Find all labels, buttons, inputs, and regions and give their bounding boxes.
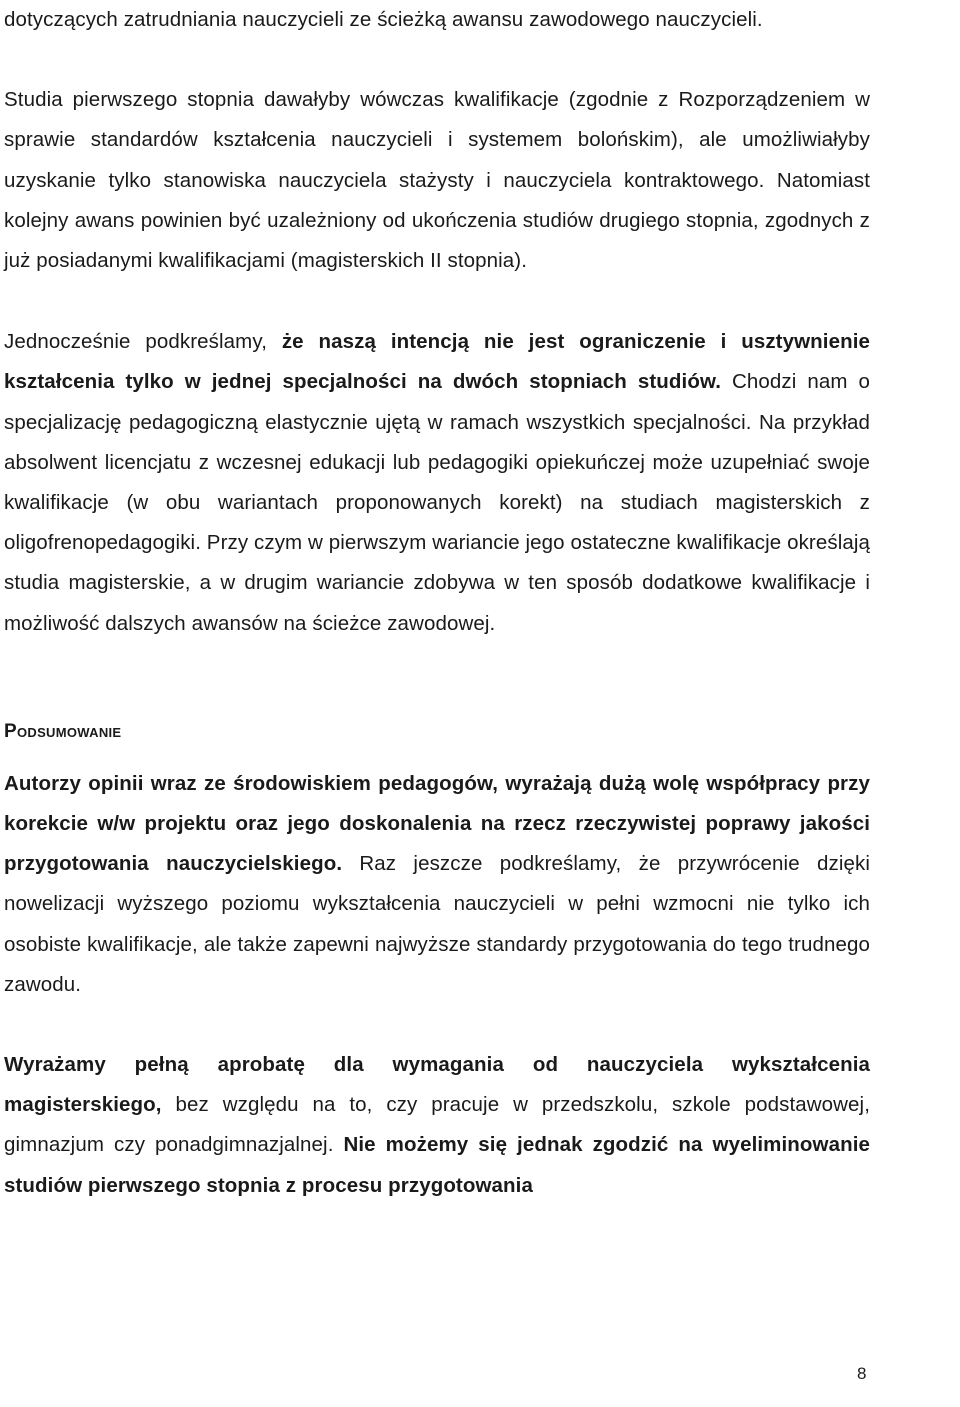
paragraph-spacer (4, 40, 870, 80)
paragraph-text: Raz jeszcze podkreślamy, że przywrócenie dzięki nowelizacji wyższego poziomu wykształcenia nauczycieli w pełni wzmocni nie tylko ich osobiste kwalifikacje, ale także zapewni najwyższe standardy przygotowania do tego trudnego zawodu. (4, 852, 870, 996)
heading-spacer (4, 752, 870, 764)
paragraph-bold-text: Autorzy opinii wraz ze środowiskiem pedagogów, wyrażają dużą wolę współpracy przy korekcie w/w projektu oraz jego doskonalenia na rzecz rzeczywistej poprawy jakości przygotowania nauczycielskiego. (4, 771, 870, 876)
paragraph-text: bez względu na to, czy pracuje w przedszkolu, szkole podstawowej, gimnazjum czy ponadgimnazjalnej. (4, 1093, 870, 1157)
paragraph-bold-text: Nie możemy się jednak zgodzić na wyeliminowanie studiów pierwszego stopnia z procesu przygotowania (4, 1133, 870, 1197)
paragraph-approval (4, 1045, 870, 1206)
paragraph-text: Chodzi nam o specjalizację pedagogiczną elastycznie ujętą w ramach wszystkich specjalności. Na przykład absolwent licencjatu z wczesnej edukacji lub pedagogiki opiekuńczej może uzupełniać swoje kwalifikacje (w obu wariantach proponowanych korekt) na studiach magisterskich z oligofrenopedagogiki. Przy czym w pierwszym wariancie jego ostateczne kwalifikacje określają studia magisterskie, a w drugim wariancie zdobywa w ten sposób dodatkowe kwalifikacje i możliwość dalszych awansów na ścieżce zawodowej. (4, 370, 871, 635)
paragraph-study-levels: Studia pierwszego stopnia dawałyby wówczas kwalifikacje (zgodnie z Rozporządzeniem w sprawie standardów kształcenia nauczycieli i systemem bolońskim), ale umożliwiałyby uzyskanie tylko stanowiska nauczyciela stażysty i nauczyciela kontraktowego. Natomiast kolejny awans powinien być uzależniony od ukończenia studiów drugiego stopnia, zgodnych z już posiadanymi kwalifikacjami (magisterskich II stopnia). (4, 88, 870, 273)
paragraph-text: Jednocześnie podkreślamy, (4, 330, 282, 354)
page-number: 8 (857, 1364, 867, 1383)
paragraph-spacer (4, 1005, 870, 1045)
paragraph-bold-text: że naszą intencją nie jest ograniczenie i usztywnienie kształcenia tylko w jednej specjalności na dwóch stopniach studiów. (4, 330, 870, 394)
paragraph-spacer (4, 281, 870, 322)
paragraph-summary (4, 764, 870, 1005)
document-page (4, 0, 870, 1206)
section-heading: Podsumowanie (4, 720, 122, 742)
paragraph-bold-text: Wyrażamy pełną aprobatę dla wymagania od nauczyciela wykształcenia magisterskiego, (4, 1053, 870, 1117)
section-spacer (4, 644, 870, 712)
paragraph-specialization (4, 322, 870, 644)
paragraph-continuation: dotyczących zatrudniania nauczycieli ze ścieżką awansu zawodowego nauczycieli. (4, 8, 763, 31)
